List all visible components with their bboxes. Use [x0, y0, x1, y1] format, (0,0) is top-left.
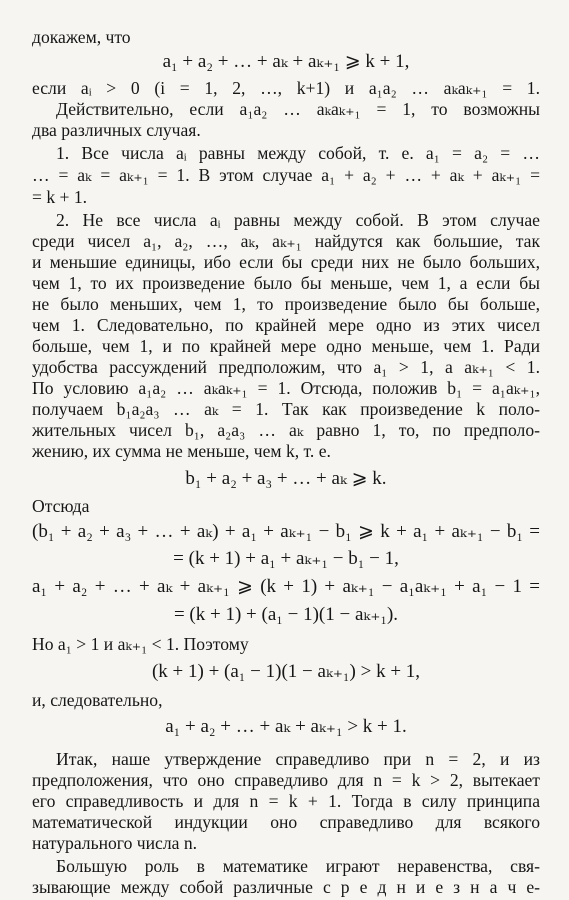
formula: (k + 1) + (a₁ − 1)(1 − aₖ₊₁) > k + 1,: [151, 661, 421, 682]
text-line: среди чисел a₁, a₂, …, aₖ, aₖ₊₁ найдутся как большие, так: [32, 231, 540, 251]
text-line: 1. Все числа aᵢ равны между собой, т. е. a₁ = a₂ = …: [56, 143, 540, 163]
formula: a₁ + a₂ + … + aₖ + aₖ₊₁ ⩾ (k + 1) + aₖ₊₁ − a₁aₖ₊₁ + a₁ − 1 =: [32, 576, 540, 597]
text-line: Но a₁ > 1 и aₖ₊₁ < 1. Поэтому: [32, 634, 249, 654]
formula: = (k + 1) + a₁ + aₖ₊₁ − b₁ − 1,: [173, 548, 399, 569]
text-line: математической индукции оно справедливо для всякого: [32, 812, 540, 832]
text-line: больше, чем 1, и по крайней мере одно меньше, чем 1. Ради: [32, 336, 540, 356]
text-line: зывающие между собой различные с р е д н и е з н а ч е-: [32, 877, 540, 897]
text-line: Большую роль в математике играют неравенства, свя-: [56, 856, 540, 876]
text-line: два различных случая.: [32, 120, 201, 140]
text-line: Отсюда: [32, 496, 90, 516]
text-line: и, следовательно,: [32, 690, 163, 710]
formula: = (k + 1) + (a₁ − 1)(1 − aₖ₊₁).: [173, 604, 399, 625]
text-line: жению, их сумма не меньше, чем k, т. е.: [32, 441, 331, 461]
text-line: … = aₖ = aₖ₊₁ = 1. В этом случае a₁ + a₂ + … + aₖ + aₖ₊₁ =: [32, 165, 540, 185]
text-line: натурального числа n.: [32, 833, 198, 853]
text-line: докажем, что: [32, 27, 131, 47]
formula: a₁ + a₂ + … + aₖ + aₖ₊₁ ⩾ k + 1,: [162, 51, 410, 72]
text-line: предположения, что оно справедливо для n = k > 2, вытекает: [32, 770, 540, 790]
text-line: удобства рассуждений предположим, что a₁ > 1, а aₖ₊₁ < 1.: [32, 357, 540, 377]
formula: (b₁ + a₂ + a₃ + … + aₖ) + a₁ + aₖ₊₁ − b₁ ⩾ k + a₁ + aₖ₊₁ − b₁ =: [32, 521, 540, 542]
text-line: чем 1, то их произведение было бы меньше, чем 1, а если бы: [32, 273, 540, 293]
text-line: и меньшие единицы, ибо если бы среди них не было больших,: [32, 252, 540, 272]
text-line: Итак, наше утверждение справедливо при n = 2, и из: [56, 749, 540, 769]
text-line: получаем b₁a₂a₃ … aₖ = 1. Так как произведение k поло-: [32, 399, 540, 419]
text-line: его справедливость и для n = k + 1. Тогда в силу принципа: [32, 791, 540, 811]
text-line: Действительно, если a₁a₂ … aₖaₖ₊₁ = 1, то возможны: [56, 99, 540, 119]
formula: a₁ + a₂ + … + aₖ + aₖ₊₁ > k + 1.: [165, 716, 407, 737]
text-line: 2. Не все числа aᵢ равны между собой. В этом случае: [56, 210, 540, 230]
text-line: По условию a₁a₂ … aₖaₖ₊₁ = 1. Отсюда, положив b₁ = a₁aₖ₊₁,: [32, 378, 540, 398]
text-line: не было меньших, чем 1, то произведение было бы больше,: [32, 294, 540, 314]
text-line: если aᵢ > 0 (i = 1, 2, …, k+1) и a₁a₂ … aₖaₖ₊₁ = 1.: [32, 78, 540, 98]
text-line: чем 1. Следовательно, по крайней мере одно из этих чисел: [32, 315, 540, 335]
text-line: жительных чисел b₁, a₂a₃ … aₖ равно 1, то, по предполо-: [32, 420, 540, 440]
text-line: = k + 1.: [32, 187, 88, 207]
formula: b₁ + a₂ + a₃ + … + aₖ ⩾ k.: [185, 468, 387, 489]
